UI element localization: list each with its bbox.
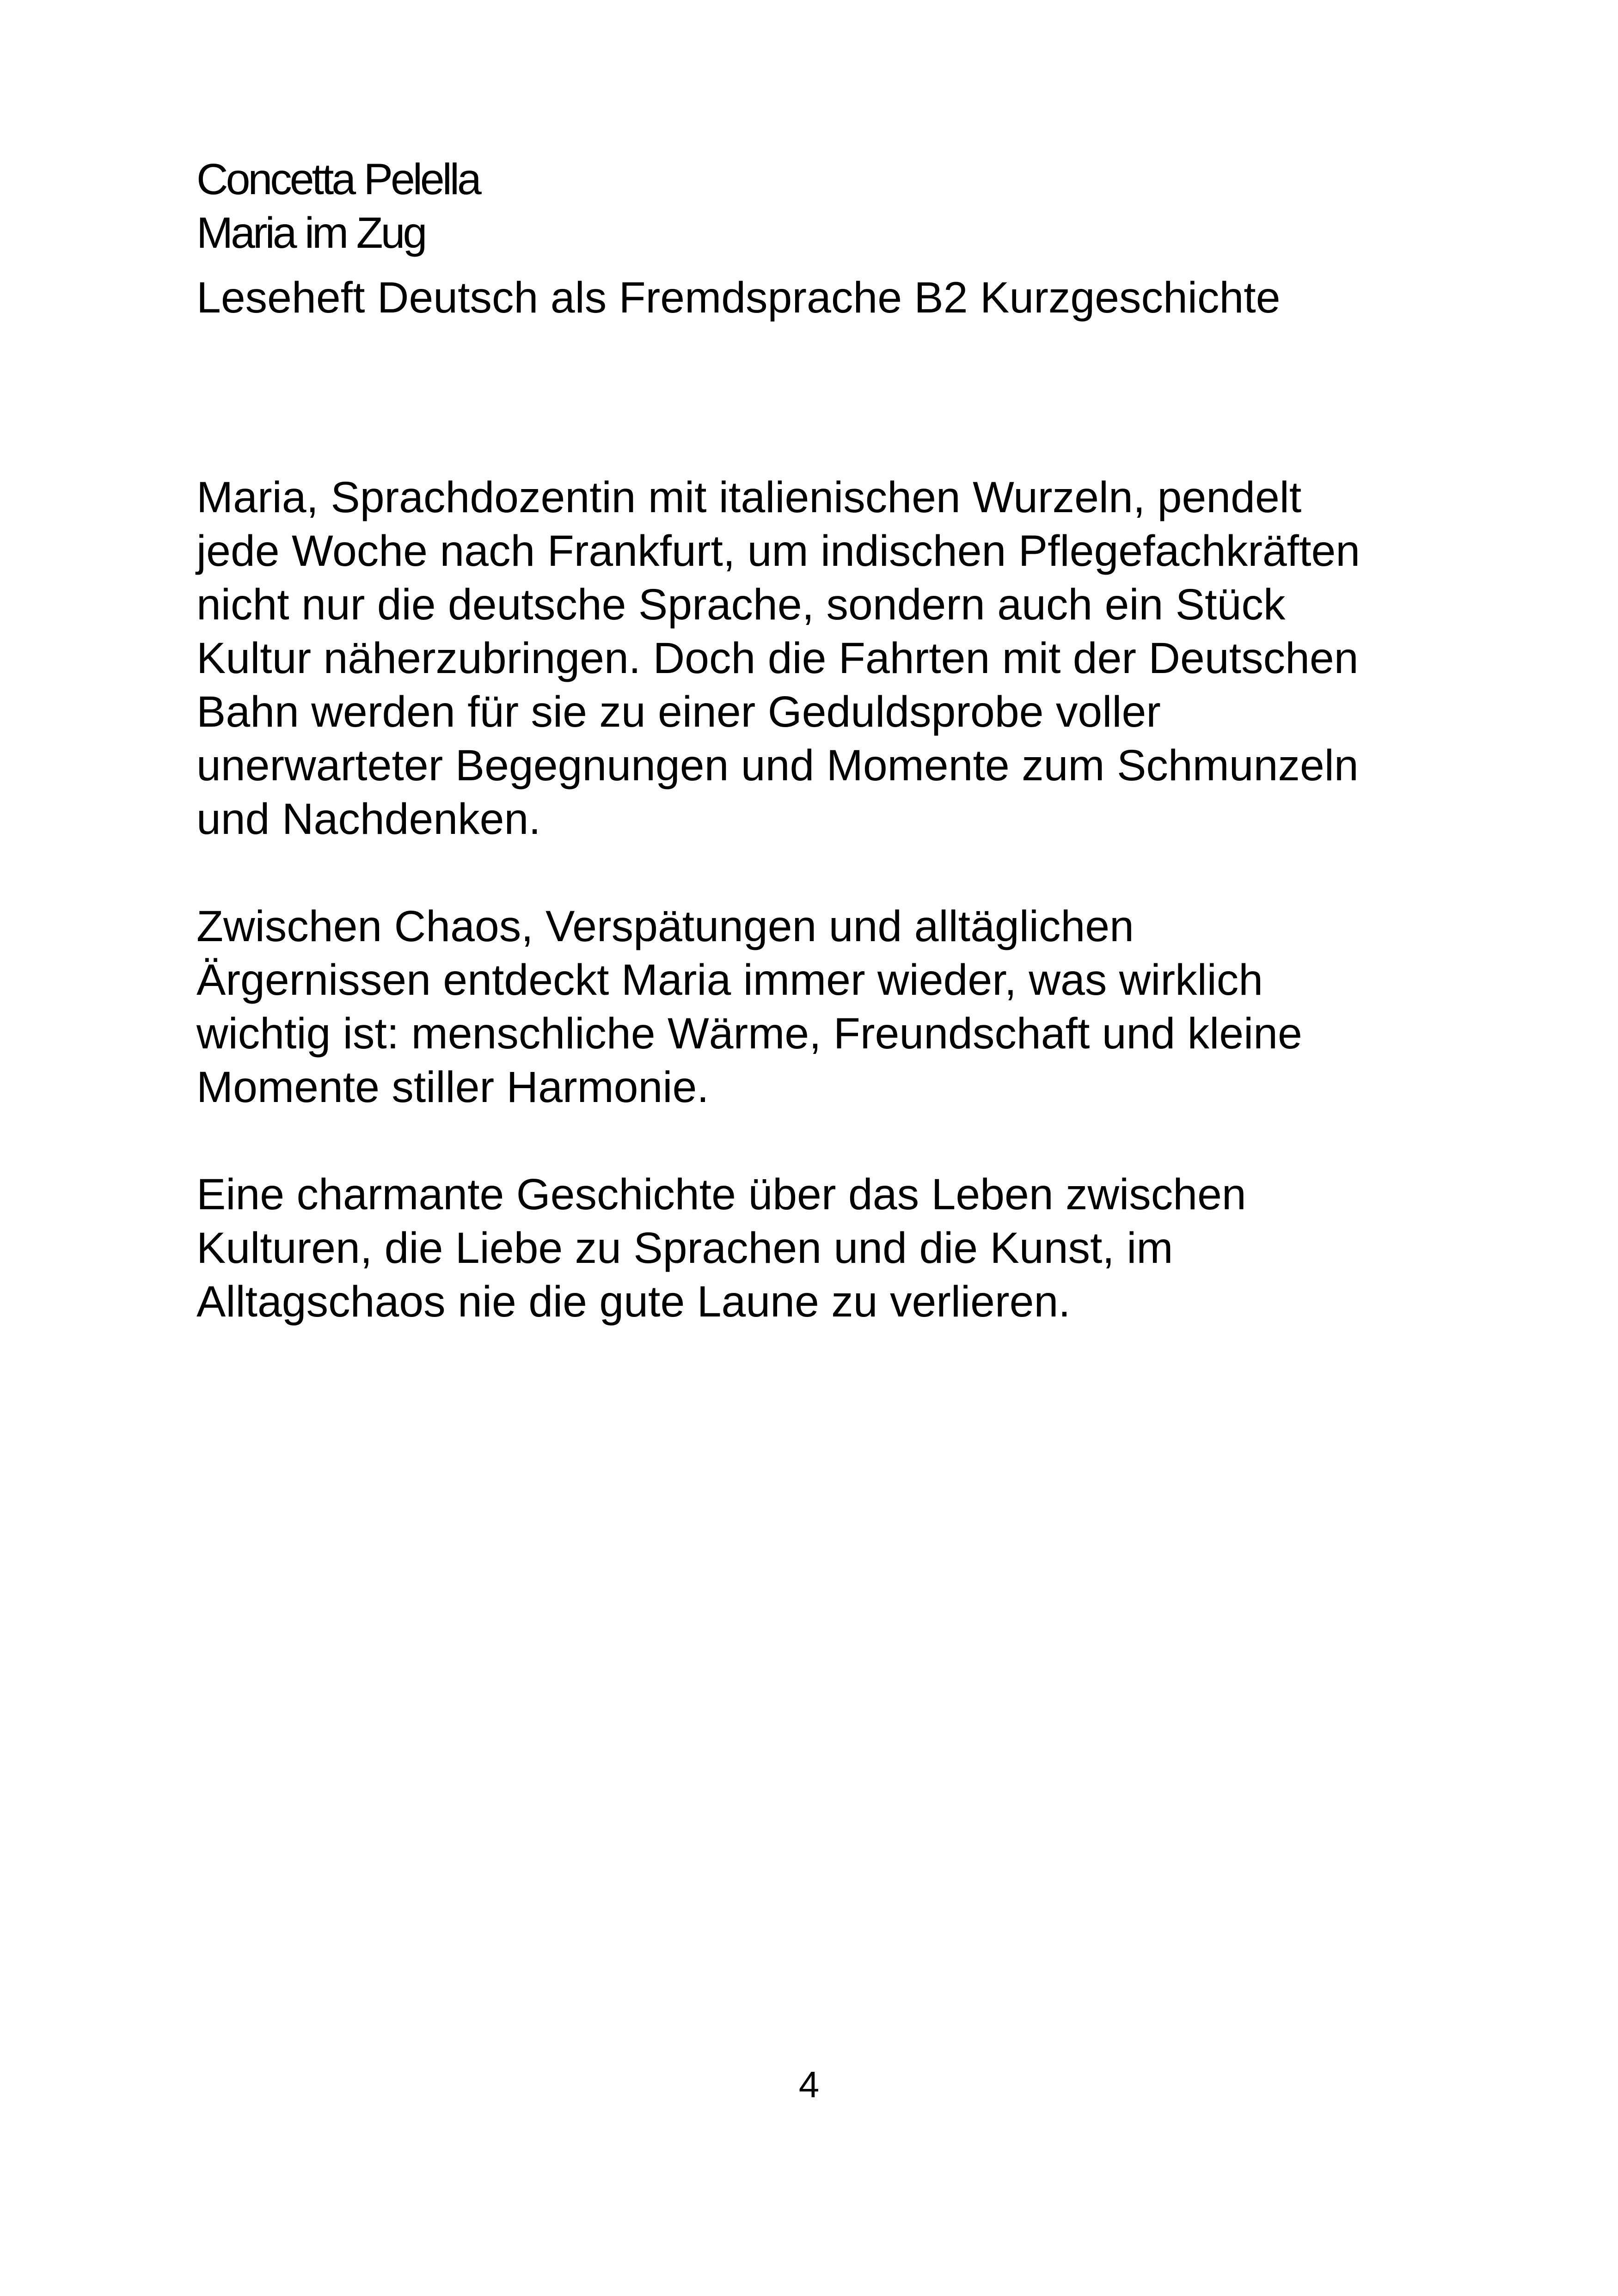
- page-number: 4: [798, 2064, 820, 2105]
- blurb-text: [196, 471, 1445, 1382]
- text-line: wichtig ist: menschliche Wärme, Freundschaft und kleine: [196, 1009, 1302, 1058]
- text-line: Kultur näherzubringen. Doch die Fahrten mit der Deutschen: [196, 634, 1359, 683]
- text-line: Momente stiller Harmonie.: [196, 1063, 709, 1112]
- author-name: Concetta Pelella: [196, 155, 479, 204]
- text-line: Alltagschaos nie die gute Laune zu verlieren.: [196, 1277, 1071, 1326]
- paragraph-3: [196, 1168, 1445, 1329]
- text-line: Kulturen, die Liebe zu Sprachen und die Kunst, im: [196, 1224, 1173, 1273]
- document-header: [196, 153, 1445, 325]
- text-line: Bahn werden für sie zu einer Geduldsprobe voller: [196, 687, 1161, 736]
- book-subtitle: Leseheft Deutsch als Fremdsprache B2 Kurzgeschichte: [196, 273, 1281, 322]
- paragraph-2: [196, 900, 1445, 1114]
- text-line: nicht nur die deutsche Sprache, sondern auch ein Stück: [196, 580, 1286, 629]
- text-line: Eine charmante Geschichte über das Leben zwischen: [196, 1170, 1246, 1219]
- book-title: Maria im Zug: [196, 208, 425, 257]
- text-line: jede Woche nach Frankfurt, um indischen Pflegefachkräften: [196, 527, 1361, 576]
- paragraph-1: [196, 471, 1445, 846]
- text-line: Zwischen Chaos, Verspätungen und alltäglichen: [196, 902, 1134, 951]
- text-line: Ärgernissen entdeckt Maria immer wieder, was wirklich: [196, 955, 1263, 1004]
- text-line: und Nachdenken.: [196, 795, 541, 844]
- text-line: unerwarteter Begegnungen und Momente zum Schmunzeln: [196, 741, 1359, 790]
- text-line: Maria, Sprachdozentin mit italienischen Wurzeln, pendelt: [196, 473, 1302, 522]
